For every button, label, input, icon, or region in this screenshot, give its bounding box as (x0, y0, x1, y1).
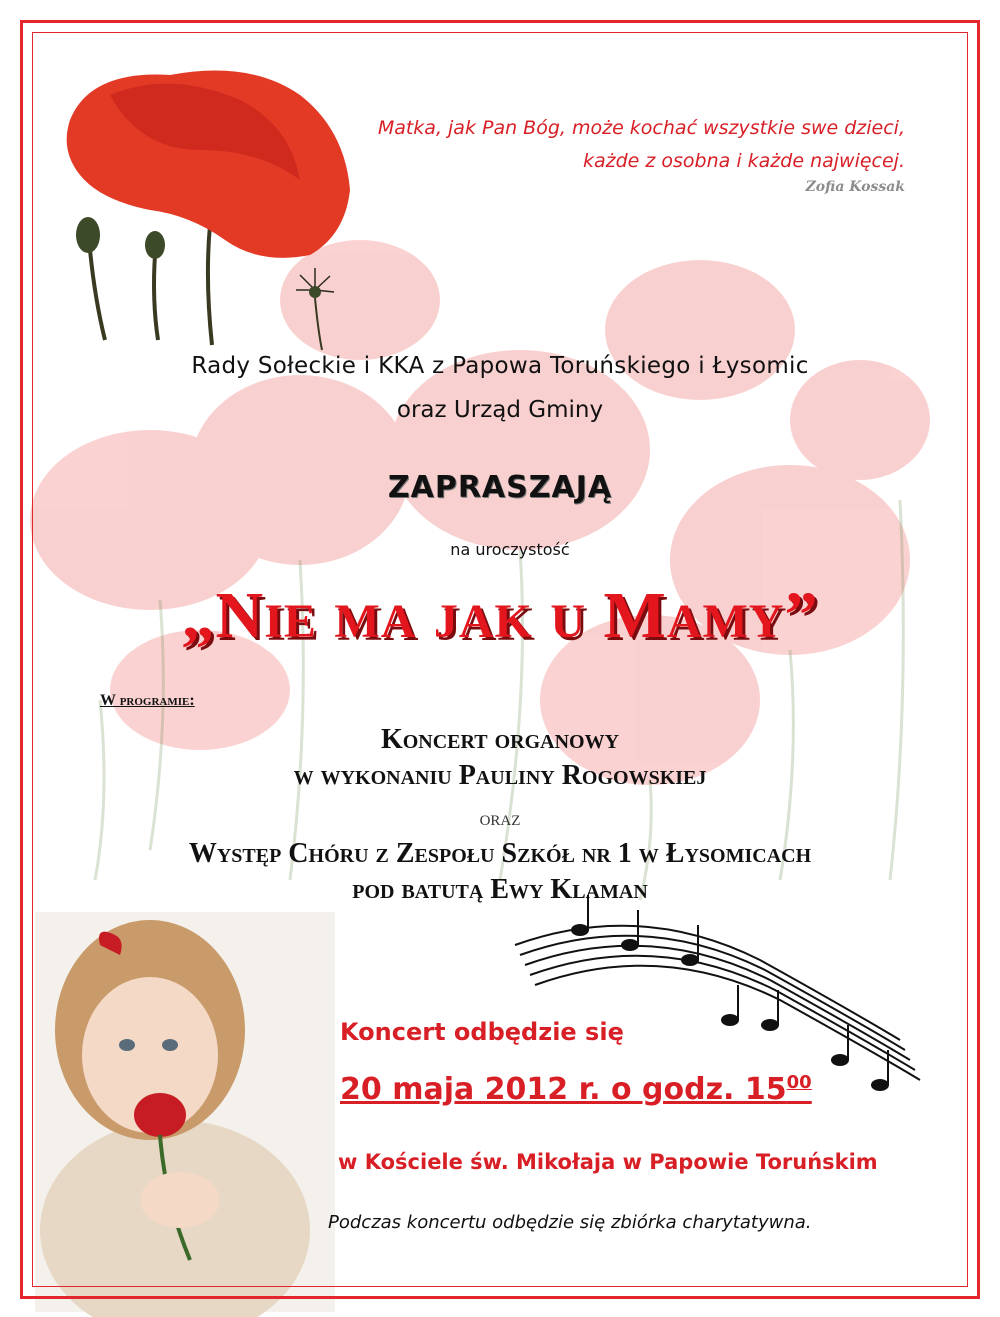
invite-heading: ZAPRASZAJĄ (387, 470, 613, 505)
title-word-1-rest: IE (264, 595, 317, 648)
organizers-line-1: Rady Sołeckie i KKA z Papowa Toruńskiego i Łysomic (191, 353, 809, 379)
quote-author: Zofia Kossak (805, 179, 905, 195)
title-word-1-initial: N (215, 579, 265, 652)
concert-date (340, 1072, 812, 1107)
quote-line-1: Matka, jak Pan Bóg, może kochać wszystkie swe dzieci, (377, 117, 905, 139)
program-line-5: pod batutą Ewy Klaman (352, 874, 648, 905)
concert-place: w Kościele św. Mikołaja w Papowie Toruńskim (338, 1150, 878, 1174)
program-line-1: Koncert organowy (380, 724, 620, 755)
program-line-4: Występ Chóru z Zespołu Szkół nr 1 w Łysomicach (188, 838, 812, 869)
organizers-line-2: oraz Urząd Gminy (396, 397, 604, 423)
charity-note: Podczas koncertu odbędzie się zbiórka charytatywna. (328, 1212, 812, 1233)
program-line-3: oraz (479, 805, 521, 830)
title-word-4: U (550, 595, 587, 648)
event-title (0, 578, 1000, 654)
concert-intro: Koncert odbędzie się (340, 1018, 624, 1046)
quote-block (378, 112, 905, 196)
title-word-2: MA (334, 595, 417, 648)
title-word-5-initial: M (603, 579, 667, 652)
concert-time-minutes: 00 (786, 1072, 812, 1093)
program-line-2: w wykonaniu Pauliny Rogowskiej (293, 760, 707, 791)
title-close-quote: ” (784, 579, 819, 652)
title-word-5-rest: AMY (666, 595, 785, 648)
event-subtitle: na uroczystość (450, 540, 570, 559)
title-open-quote: „ (181, 579, 216, 652)
program-label: W programie: (100, 692, 195, 709)
title-word-3: JAK (433, 595, 533, 648)
quote-line-2: każde z osobna i każde najwięcej. (582, 150, 905, 172)
concert-date-text: 20 maja 2012 r. o godz. 15 (340, 1072, 787, 1107)
